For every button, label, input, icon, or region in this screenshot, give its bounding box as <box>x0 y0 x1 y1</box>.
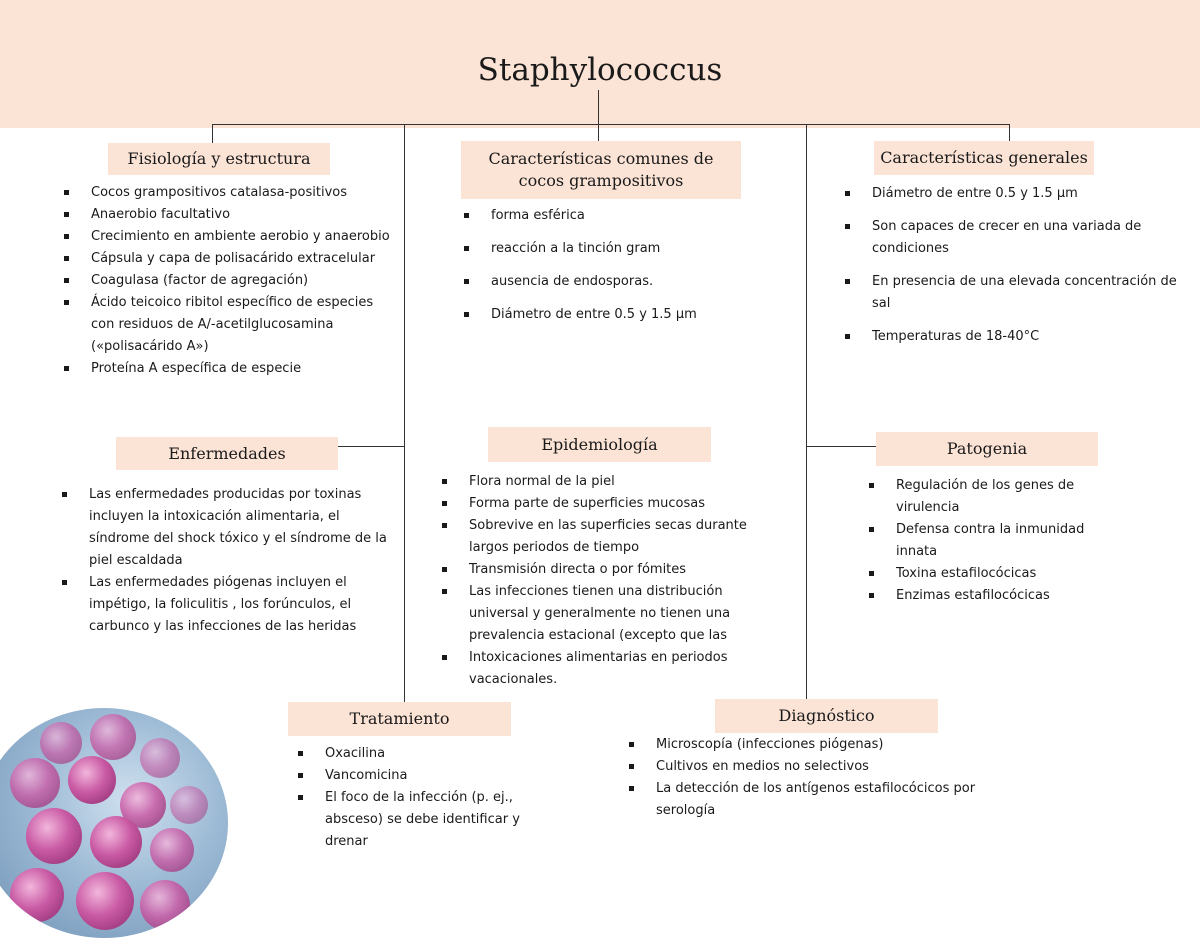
epidemiologia-label: Epidemiología <box>541 434 658 454</box>
list-item: Flora normal de la piel <box>441 471 771 493</box>
list-item: Intoxicaciones alimentarias en periodos vacacionales. <box>441 647 771 691</box>
list-item: Toxina estafilocócicas <box>868 563 1098 585</box>
diagnostico-label: Diagnóstico <box>778 706 875 725</box>
list-item: Sobrevive en las superficies secas durante largos periodos de tiempo <box>441 515 771 559</box>
list-item: Forma parte de superficies mucosas <box>441 493 771 515</box>
list-item: Las enfermedades piógenas incluyen el impétigo, la foliculitis , los forúnculos, el carbunco y las infecciones de las heridas <box>61 572 403 638</box>
comunes-box <box>461 141 741 199</box>
list-item: Regulación de los genes de virulencia <box>868 475 1098 519</box>
patogenia-label: Patogenia <box>946 439 1028 458</box>
generales-label: Características generales <box>880 148 1088 167</box>
list-item: Cultivos en medios no selectivos <box>628 756 1000 778</box>
connector-top-horizontal <box>212 124 1010 125</box>
list-item: Anaerobio facultativo <box>63 204 398 226</box>
list-item: Las enfermedades producidas por toxinas incluyen la intoxicación alimentaria, el síndrome del shock tóxico y el síndrome de la piel escaldada <box>61 484 403 572</box>
connector-top-stem <box>598 90 599 125</box>
tratamiento-box <box>288 702 511 736</box>
fisiologia-list <box>63 182 398 380</box>
list-item: Ácido teicoico ribitol específico de especies con residuos de A/-acetilglucosamina («polisacárido A») <box>63 292 398 358</box>
list-item: En presencia de una elevada concentración de sal <box>844 271 1184 315</box>
list-item: Enzimas estafilocócicas <box>868 585 1098 607</box>
enfermedades-box <box>116 437 338 470</box>
connector-left-vertical <box>404 124 405 704</box>
connector-enfermedades <box>338 446 405 447</box>
fisiologia-label: Fisiología y estructura <box>127 149 311 168</box>
tratamiento-label: Tratamiento <box>349 709 450 728</box>
patogenia-box <box>876 432 1098 466</box>
fisiologia-box <box>108 143 330 175</box>
list-item: Microscopía (infecciones piógenas) <box>628 734 1000 756</box>
list-item: La detección de los antígenos estafilocócicos por serología <box>628 778 1000 822</box>
connector-drop-generales <box>1009 124 1010 142</box>
page-title: Staphylococcus <box>477 52 723 88</box>
connector-right-vertical <box>806 124 807 700</box>
list-item: Crecimiento en ambiente aerobio y anaerobio <box>63 226 398 248</box>
epidemiologia-box <box>488 427 711 462</box>
list-item: Cápsula y capa de polisacárido extracelular <box>63 248 398 270</box>
list-item: Son capaces de crecer en una variada de condiciones <box>844 216 1184 260</box>
connector-patogenia <box>806 446 878 447</box>
generales-list <box>844 183 1184 359</box>
list-item: reacción a la tinción gram <box>463 238 763 260</box>
list-item: Transmisión directa o por fómites <box>441 559 771 581</box>
list-item: Vancomicina <box>297 765 537 787</box>
epidemiologia-list <box>441 471 771 691</box>
list-item: Coagulasa (factor de agregación) <box>63 270 398 292</box>
enfermedades-list <box>61 484 403 638</box>
list-item: ausencia de endosporas. <box>463 271 763 293</box>
comunes-label: Características comunes de cocos grampositivos <box>488 149 714 190</box>
diagnostico-box <box>715 699 938 733</box>
list-item: Defensa contra la inmunidad innata <box>868 519 1098 563</box>
connector-drop-fisiologia <box>212 124 213 144</box>
list-item: Diámetro de entre 0.5 y 1.5 µm <box>463 304 763 326</box>
connector-drop-comunes <box>598 124 599 142</box>
list-item: Oxacilina <box>297 743 537 765</box>
tratamiento-list <box>297 743 537 853</box>
patogenia-list <box>868 475 1098 607</box>
list-item: El foco de la infección (p. ej., absceso) se debe identificar y drenar <box>297 787 537 853</box>
comunes-list <box>463 205 763 337</box>
list-item: Temperaturas de 18-40°C <box>844 326 1184 348</box>
list-item: Las infecciones tienen una distribución universal y generalmente no tienen una prevalencia estacional (excepto que las <box>441 581 771 647</box>
diagnostico-list <box>628 734 1000 822</box>
generales-box <box>874 141 1094 175</box>
list-item: Proteína A específica de especie <box>63 358 398 380</box>
list-item: forma esférica <box>463 205 763 227</box>
list-item: Diámetro de entre 0.5 y 1.5 µm <box>844 183 1184 205</box>
list-item: Cocos grampositivos catalasa-positivos <box>63 182 398 204</box>
bacteria-illustration <box>0 708 228 938</box>
enfermedades-label: Enfermedades <box>168 443 286 463</box>
